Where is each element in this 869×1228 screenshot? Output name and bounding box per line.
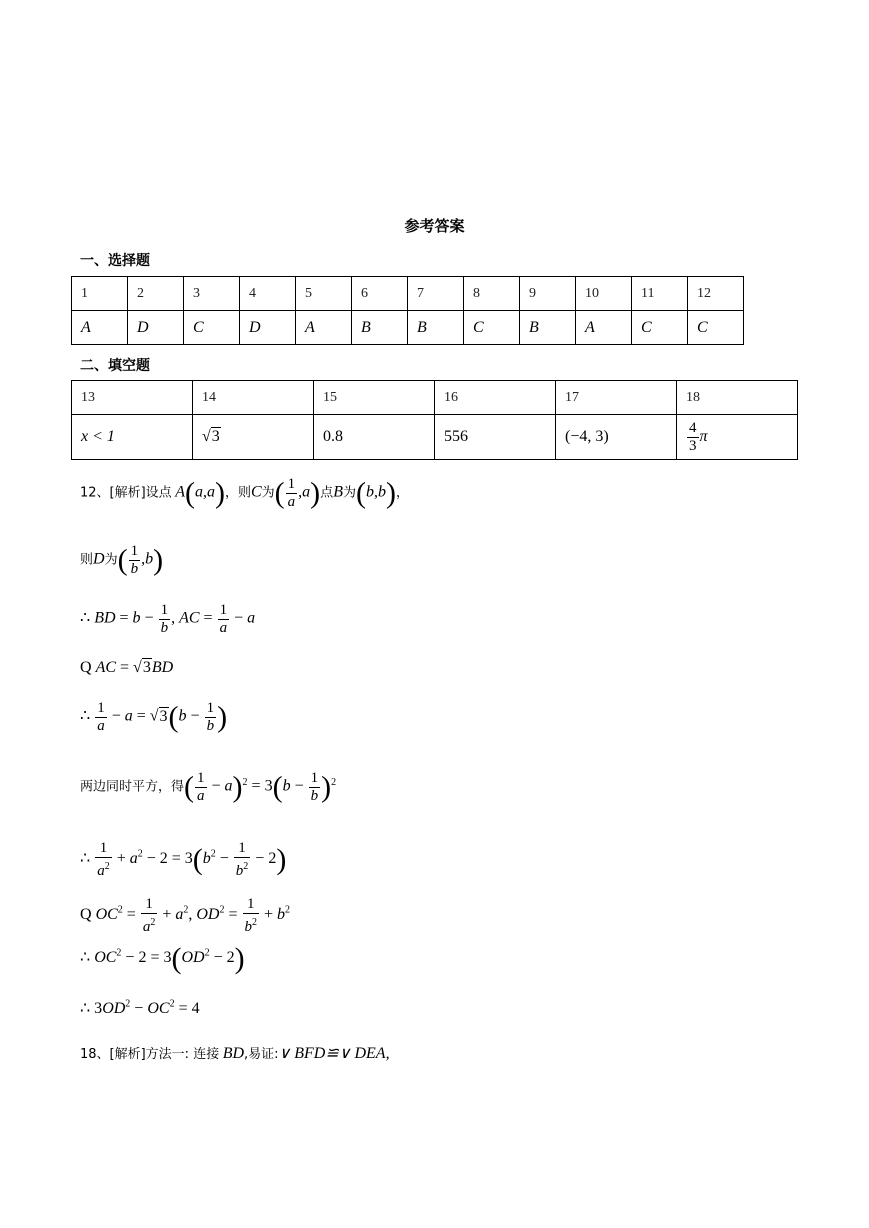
question-number: 16 <box>435 381 556 415</box>
answer-cell: (−4, 3) <box>556 415 677 460</box>
question-number: 8 <box>464 277 520 311</box>
question-number: 13 <box>72 381 193 415</box>
answer-cell: B <box>408 311 464 345</box>
fraction: $\frac{4}{3}$ <box>689 419 697 454</box>
answer-cell: x < 1 <box>72 415 193 460</box>
answer-cell: C <box>688 311 744 345</box>
answer-cell: D <box>240 311 296 345</box>
answer-cell: A <box>576 311 632 345</box>
answer-cell: B <box>520 311 576 345</box>
table-row <box>72 311 744 345</box>
question-number: 5 <box>296 277 352 311</box>
question-number: 14 <box>193 381 314 415</box>
answer-cell: D <box>128 311 184 345</box>
answer-cell: A <box>296 311 352 345</box>
sqrt-radicand: 3 <box>211 428 220 445</box>
solution-line: ∴ $\frac{1}{a^2}$ + $a^2 - 2 = 3(b^2$ − $\frac{1}{b^2}$ − 2) <box>80 840 287 879</box>
solution-line: 12、[解析]设点 A(a,a)，则C为( $\frac{1}{a}$ ,a)点B为(b,b)， <box>80 476 409 510</box>
answer-cell: √3 <box>193 415 314 460</box>
fill-answer-table <box>71 380 798 460</box>
table-row <box>72 381 798 415</box>
solution-line: Q AC = √3BD <box>80 659 174 676</box>
solution-line: ∴ $3OD^2 - OC^2 = 4$ <box>80 998 200 1017</box>
answer-cell: C <box>632 311 688 345</box>
question-number: 2 <box>128 277 184 311</box>
question-number: 7 <box>408 277 464 311</box>
question-number: 3 <box>184 277 240 311</box>
solution-line: ∴ $\frac{1}{a}$ − a = √3(b − $\frac{1}{b}$ ) <box>80 700 228 734</box>
solution-line: 两边同时平方，得( $\frac{1}{a}$ − a)$^2$ = 3(b − $\frac{1}{b}$ )$^2$ <box>80 770 337 804</box>
solution-line: 则D为( $\frac{1}{b}$ ,b) <box>80 543 164 577</box>
question-number: 4 <box>240 277 296 311</box>
question-number: 15 <box>314 381 435 415</box>
question-number: 12 <box>688 277 744 311</box>
answer-cell: C <box>184 311 240 345</box>
solution-line: ∴ BD = b − $\frac{1}{b}$ , AC = $\frac{1}{a}$ − a <box>80 602 256 636</box>
table-row <box>72 415 798 460</box>
question-number: 1 <box>72 277 128 311</box>
solution-line: 18、[解析]方法一: 连接 BD,易证:∨ BFD≌∨ DEA, <box>80 1045 390 1062</box>
question-number: 10 <box>576 277 632 311</box>
question-number: 17 <box>556 381 677 415</box>
choice-answer-table <box>71 276 744 345</box>
table-row <box>72 277 744 311</box>
answer-cell: $\frac{4}{3}$ π <box>677 415 798 460</box>
solution-line: ∴ $OC^2 - 2 = 3(OD^2 - 2)$ <box>80 942 245 975</box>
question-number: 9 <box>520 277 576 311</box>
answer-cell: 556 <box>435 415 556 460</box>
question-number: 18 <box>677 381 798 415</box>
question-number: 6 <box>352 277 408 311</box>
answer-cell: C <box>464 311 520 345</box>
section-heading-fill: 二、填空题 <box>80 358 150 374</box>
answer-cell: B <box>352 311 408 345</box>
section-heading-choice: 一、选择题 <box>80 253 150 269</box>
page-title: 参考答案 <box>404 217 465 235</box>
answer-cell: 0.8 <box>314 415 435 460</box>
answer-cell: A <box>72 311 128 345</box>
solution-line: Q $OC^2$ = $\frac{1}{a^2}$ + $a^2$, $OD^2$ = $\frac{1}{b^2}$ + $b^2$ <box>80 896 291 935</box>
question-number: 11 <box>632 277 688 311</box>
